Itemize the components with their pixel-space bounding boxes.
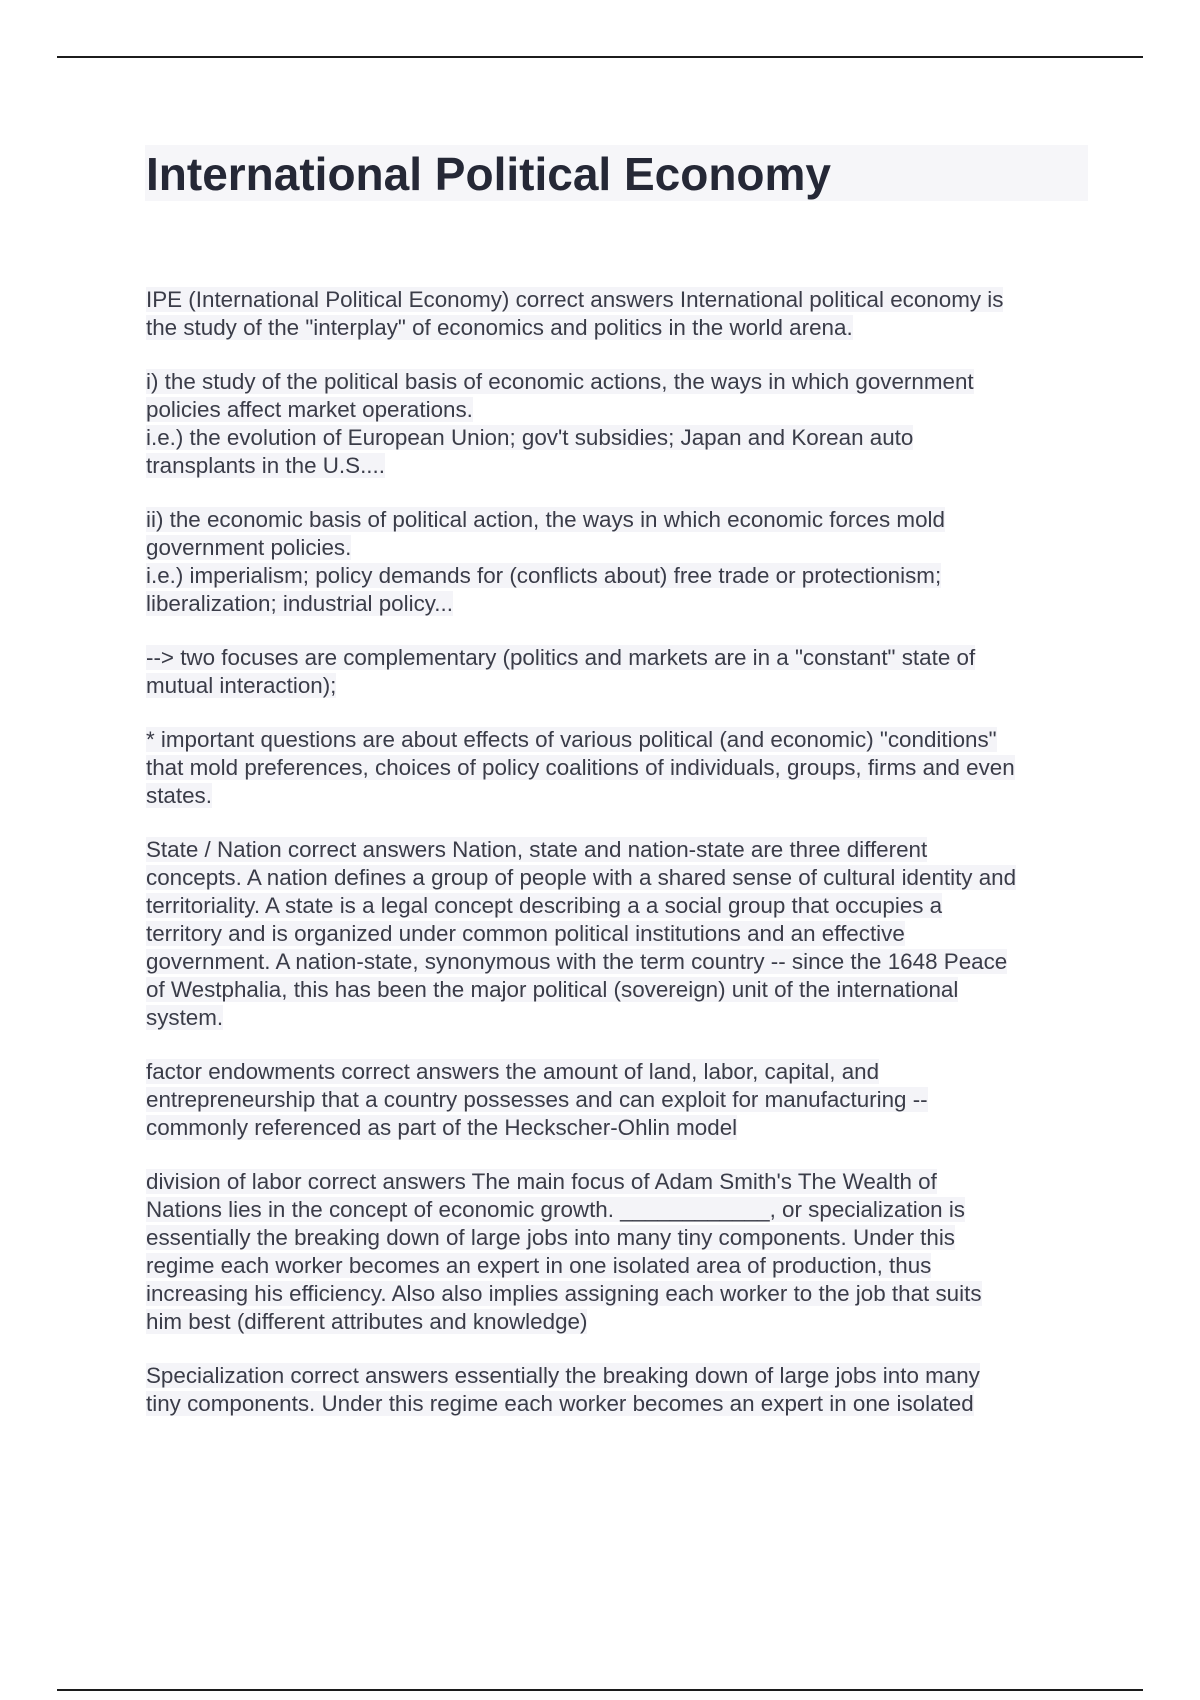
paragraph-factor-endowments <box>146 1058 1090 1142</box>
text-line: transplants in the U.S.... <box>146 453 385 478</box>
text-line: system. <box>146 1005 224 1030</box>
text-line: i) the study of the political basis of economic actions, the ways in which government <box>146 369 974 394</box>
paragraph-economic-basis <box>146 506 1090 618</box>
paragraph-political-basis <box>146 368 1090 480</box>
text-line: concepts. A nation defines a group of people with a shared sense of cultural identity and <box>146 865 1017 890</box>
text-line: policies affect market operations. <box>146 397 473 422</box>
paragraph-state-nation <box>146 836 1090 1032</box>
text-line: entrepreneurship that a country possesses and can exploit for manufacturing -- <box>146 1087 928 1112</box>
text-line: division of labor correct answers The main focus of Adam Smith's The Wealth of <box>146 1169 937 1194</box>
text-line: that mold preferences, choices of policy coalitions of individuals, groups, firms and even <box>146 755 1015 780</box>
header-rule <box>57 56 1143 58</box>
text-line: IPE (International Political Economy) correct answers International political economy is <box>146 287 1004 312</box>
text-line: him best (different attributes and knowledge) <box>146 1309 588 1334</box>
text-line: regime each worker becomes an expert in one isolated area of production, thus <box>146 1253 932 1278</box>
text-line: i.e.) the evolution of European Union; gov't subsidies; Japan and Korean auto <box>146 425 914 450</box>
text-line: State / Nation correct answers Nation, state and nation-state are three different <box>146 837 928 862</box>
text-line: mutual interaction); <box>146 673 337 698</box>
paragraph-ipe <box>146 286 1090 342</box>
paragraph-important-questions <box>146 726 1090 810</box>
paragraph-complementary <box>146 644 1090 700</box>
text-line: commonly referenced as part of the Heckscher-Ohlin model <box>146 1115 738 1140</box>
paragraph-specialization <box>146 1362 1090 1418</box>
text-line: territory and is organized under common political institutions and an effective <box>146 921 905 946</box>
text-line: states. <box>146 783 212 808</box>
text-line: liberalization; industrial policy... <box>146 591 453 616</box>
document-title: International Political Economy <box>146 148 832 200</box>
paragraph-division-of-labor <box>146 1168 1090 1336</box>
text-line: --> two focuses are complementary (politics and markets are in a "constant" state of <box>146 645 976 670</box>
footer-rule <box>57 1689 1143 1691</box>
text-line: increasing his efficiency. Also also implies assigning each worker to the job that suits <box>146 1281 982 1306</box>
text-line: of Westphalia, this has been the major political (sovereign) unit of the international <box>146 977 959 1002</box>
text-line: the study of the "interplay" of economics and politics in the world arena. <box>146 315 853 340</box>
text-line: * important questions are about effects of various political (and economic) "conditions" <box>146 727 997 752</box>
text-line: territoriality. A state is a legal concept describing a a social group that occupies a <box>146 893 943 918</box>
document-body <box>146 286 1090 1444</box>
text-line: government policies. <box>146 535 352 560</box>
text-line: government. A nation-state, synonymous with the term country -- since the 1648 Peace <box>146 949 1008 974</box>
text-line: tiny components. Under this regime each worker becomes an expert in one isolated <box>146 1391 974 1416</box>
text-line: Specialization correct answers essentially the breaking down of large jobs into many <box>146 1363 980 1388</box>
text-line: i.e.) imperialism; policy demands for (conflicts about) free trade or protectionism; <box>146 563 942 588</box>
text-line: ii) the economic basis of political action, the ways in which economic forces mold <box>146 507 945 532</box>
text-line: Nations lies in the concept of economic growth. ____________, or specialization is <box>146 1197 965 1222</box>
text-line: essentially the breaking down of large jobs into many tiny components. Under this <box>146 1225 955 1250</box>
text-line: factor endowments correct answers the amount of land, labor, capital, and <box>146 1059 880 1084</box>
